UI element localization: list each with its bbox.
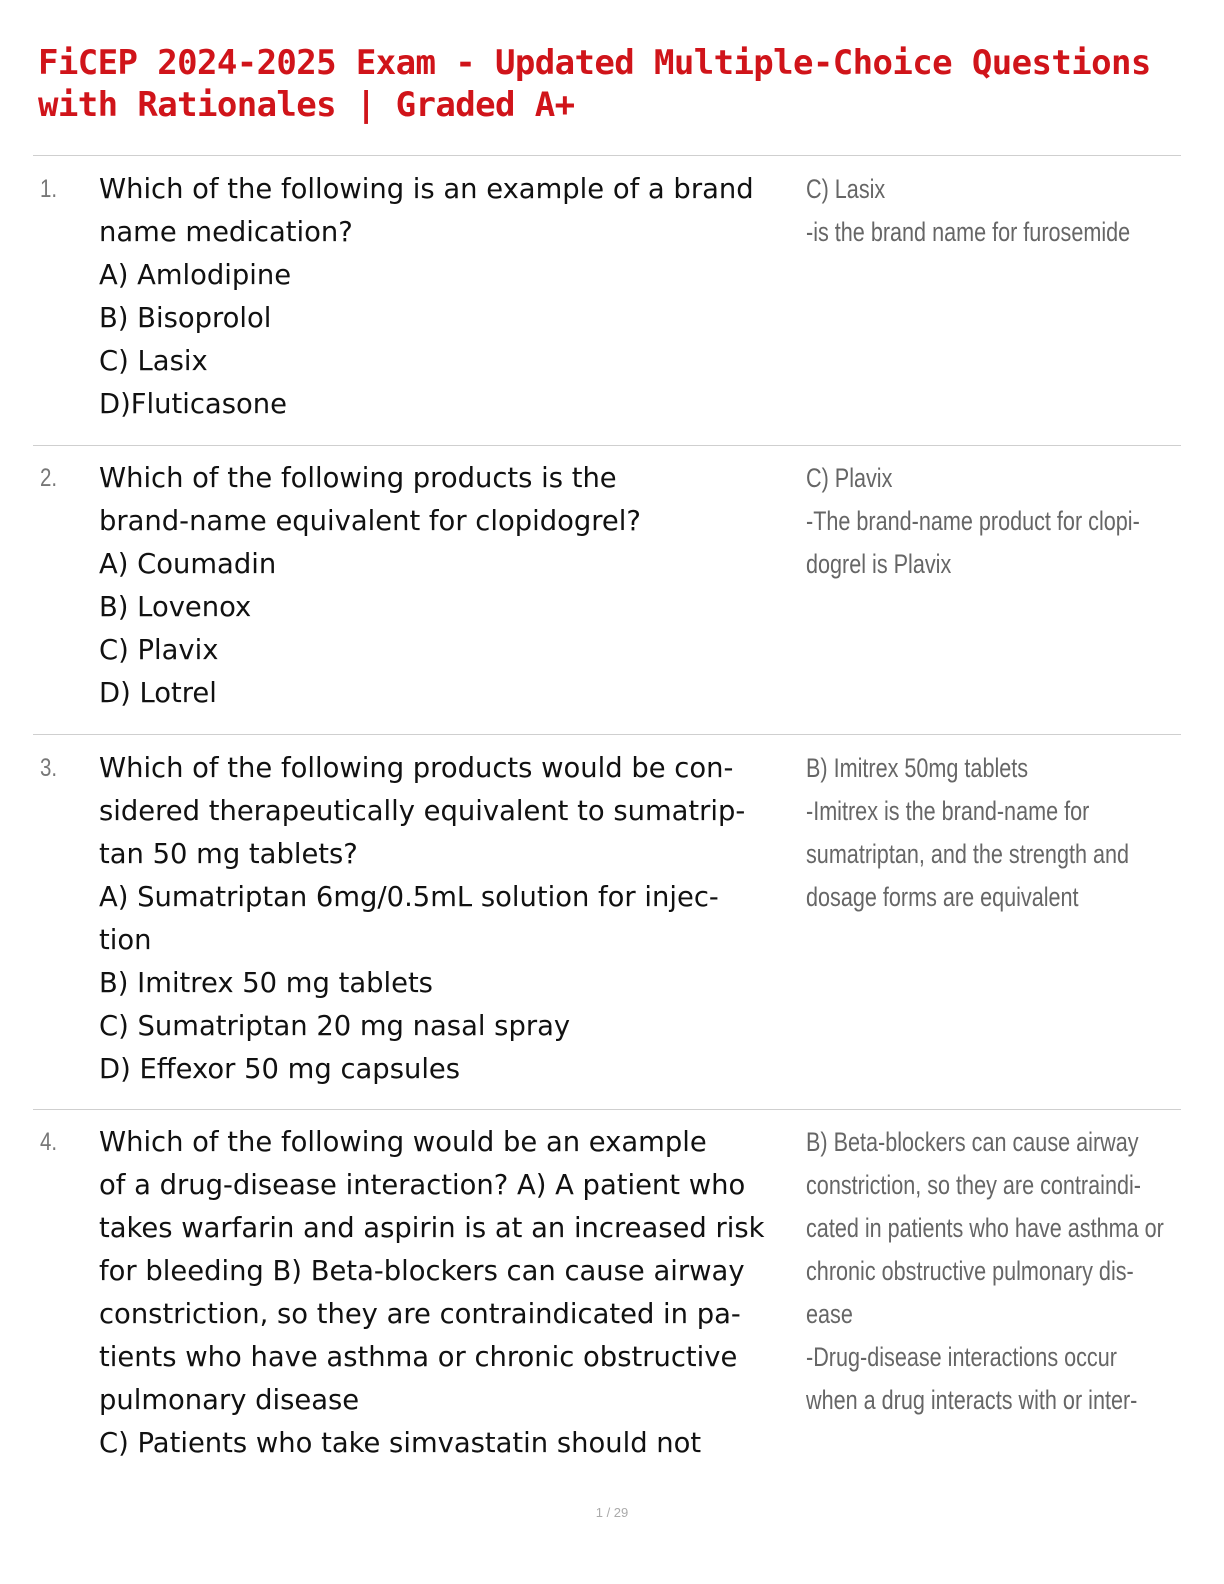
option-d: D) Effexor 50 mg capsules bbox=[99, 1054, 461, 1085]
rationale-line: chronic obstructive pulmonary dis- bbox=[806, 1256, 1134, 1286]
rationale-line: dogrel is Plavix bbox=[806, 549, 952, 579]
answer-rationale bbox=[806, 1121, 1164, 1422]
option-b: B) Lovenox bbox=[99, 592, 252, 623]
option-c: C) Sumatriptan 20 mg nasal spray bbox=[99, 1011, 571, 1042]
divider bbox=[33, 734, 1181, 735]
option-c: C) Plavix bbox=[99, 635, 219, 666]
question-stem-line: sidered therapeutically equivalent to sumatrip- bbox=[99, 796, 746, 827]
question-text bbox=[99, 457, 804, 715]
rationale-line: constriction, so they are contraindi- bbox=[806, 1170, 1141, 1200]
rationale-line: -Drug-disease interactions occur bbox=[806, 1342, 1117, 1372]
option-a: A) Coumadin bbox=[99, 549, 277, 580]
answer-choice: B) Imitrex 50mg tablets bbox=[806, 753, 1029, 783]
rationale-line: when a drug interacts with or inter- bbox=[806, 1385, 1138, 1415]
rationale-line: -The brand-name product for clopi- bbox=[806, 506, 1140, 536]
question-text bbox=[99, 747, 804, 1091]
question-stem-line: takes warfarin and aspirin is at an increased risk bbox=[99, 1213, 765, 1244]
title-line: FiCEP 2024-2025 Exam - Updated Multiple-Choice Questions bbox=[38, 43, 1151, 83]
question-stem-line: of a drug-disease interaction? A) A patient who bbox=[99, 1170, 746, 1201]
document-title bbox=[38, 42, 1218, 126]
question-stem-line: constriction, so they are contraindicated in pa- bbox=[99, 1299, 741, 1330]
question-stem-line: brand-name equivalent for clopidogrel? bbox=[99, 506, 641, 537]
option-d: D)Fluticasone bbox=[99, 389, 287, 420]
question-text bbox=[99, 1121, 804, 1465]
question-stem-line: for bleeding B) Beta-blockers can cause airway bbox=[99, 1256, 745, 1287]
rationale-line: dosage forms are equivalent bbox=[806, 882, 1079, 912]
rationale-line: cated in patients who have asthma or bbox=[806, 1213, 1164, 1243]
answer-choice: C) Lasix bbox=[806, 174, 886, 204]
option-a: A) Sumatriptan 6mg/0.5mL solution for injec- bbox=[99, 882, 719, 913]
question-number: 2. bbox=[40, 464, 58, 492]
option-c: C) Lasix bbox=[99, 346, 208, 377]
question-stem-line: Which of the following products would be con- bbox=[99, 753, 734, 784]
answer-rationale bbox=[806, 747, 1158, 919]
rationale-line: -Imitrex is the brand-name for bbox=[806, 796, 1090, 826]
option-a: A) Amlodipine bbox=[99, 260, 292, 291]
rationale-line: ease bbox=[806, 1299, 853, 1329]
question-stem-line: tients who have asthma or chronic obstructive bbox=[99, 1342, 738, 1373]
divider bbox=[33, 445, 1181, 446]
option-d: D) Lotrel bbox=[99, 678, 217, 709]
question-number: 1. bbox=[40, 175, 58, 203]
question-number: 3. bbox=[40, 754, 58, 782]
answer-choice: B) Beta-blockers can cause airway bbox=[806, 1127, 1139, 1157]
option-a-continued: tion bbox=[99, 925, 152, 956]
question-number: 4. bbox=[40, 1128, 58, 1156]
divider bbox=[33, 155, 1181, 156]
answer-rationale bbox=[806, 168, 1158, 254]
question-stem-line: Which of the following would be an example bbox=[99, 1127, 707, 1158]
question-stem-line: tan 50 mg tablets? bbox=[99, 839, 358, 870]
question-text bbox=[99, 168, 804, 426]
question-stem-line: Which of the following is an example of a brand bbox=[99, 174, 754, 205]
option-c: C) Patients who take simvastatin should not bbox=[99, 1428, 702, 1459]
question-stem-line: name medication? bbox=[99, 217, 353, 248]
answer-rationale bbox=[806, 457, 1158, 586]
question-stem-line: pulmonary disease bbox=[99, 1385, 360, 1416]
question-stem-line: Which of the following products is the bbox=[99, 463, 617, 494]
option-b: B) Bisoprolol bbox=[99, 303, 272, 334]
title-line: with Rationales | Graded A+ bbox=[38, 85, 575, 125]
answer-choice: C) Plavix bbox=[806, 463, 893, 493]
divider bbox=[33, 1109, 1181, 1110]
rationale-line: sumatriptan, and the strength and bbox=[806, 839, 1130, 869]
page-indicator: 1 / 29 bbox=[595, 1505, 629, 1520]
option-b: B) Imitrex 50 mg tablets bbox=[99, 968, 433, 999]
rationale-line: -is the brand name for furosemide bbox=[806, 217, 1131, 247]
